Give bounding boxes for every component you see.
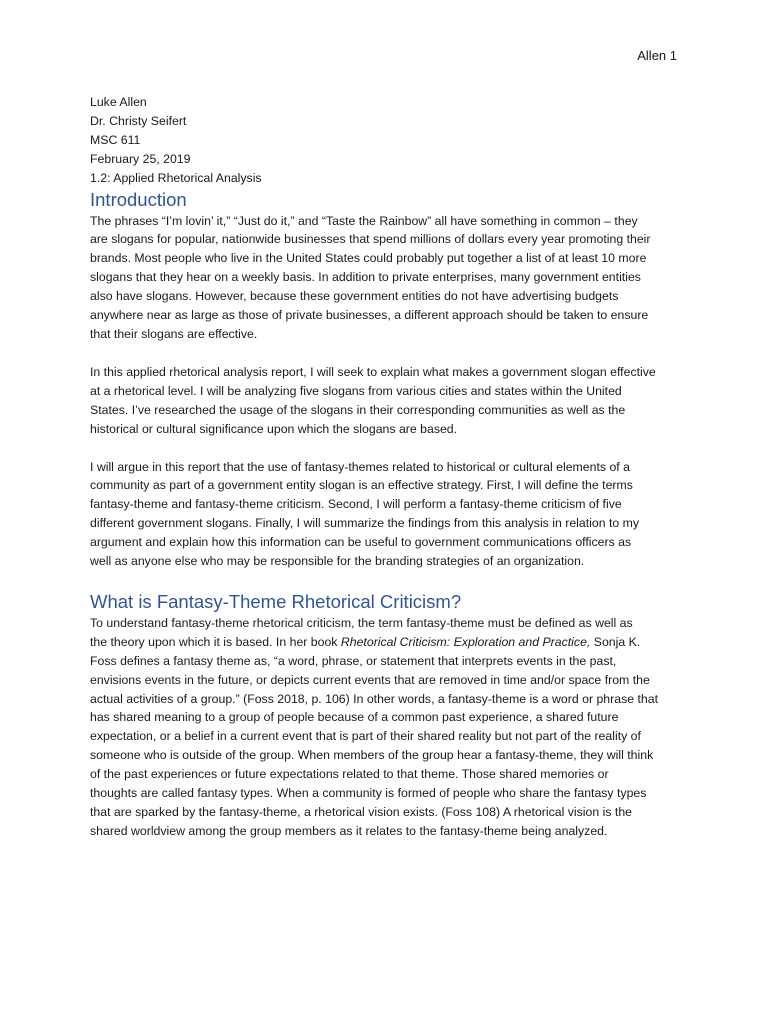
text-run: the theory upon which it is based. In her book (90, 634, 341, 649)
running-head: Allen 1 (637, 48, 677, 63)
paragraph-line: shared worldview among the group members as it relates to the fantasy-theme being analyzed. (90, 823, 608, 838)
assignment-title: 1.2: Applied Rhetorical Analysis (90, 170, 262, 185)
text-run: Sonja K. (590, 634, 641, 649)
paragraph-line: envisions events in the future, or depicts current events that are removed in time and/or space from the (90, 672, 650, 687)
section-heading-fantasy-theme: What is Fantasy-Theme Rhetorical Criticism? (90, 590, 462, 612)
paragraph-line: of the past experiences or future expectations related to that theme. Those shared memories or (90, 767, 609, 782)
mla-header (90, 93, 680, 188)
paragraph-line: are slogans for popular, nationwide businesses that spend millions of dollars every year promoting their (90, 232, 651, 247)
paragraph-line: The phrases “I’m lovin’ it,” “Just do it,” and “Taste the Rainbow” all have something in common – they (90, 213, 638, 228)
paragraph-line-with-citation (90, 633, 680, 652)
paragraph-line: thoughts are called fantasy types. When a community is formed of people who share the fantasy types (90, 786, 647, 801)
paragraph-line: fantasy-theme and fantasy-theme criticism. Second, I will perform a fantasy-theme criticism of five (90, 497, 622, 512)
intro-paragraph-1 (90, 212, 680, 344)
paragraph-line: anywhere near as large as those of private businesses, a different approach should be taken to ensure (90, 308, 649, 323)
intro-paragraph-3 (90, 458, 680, 571)
paragraph-line: In this applied rhetorical analysis report, I will seek to explain what makes a government slogan effective (90, 364, 656, 379)
document-date: February 25, 2019 (90, 151, 191, 166)
document-body (90, 93, 680, 860)
course-code: MSC 611 (90, 132, 141, 147)
paragraph-line: community as part of a government entity slogan is an effective strategy. First, I will define the terms (90, 478, 633, 493)
paragraph-line: slogans that they hear on a weekly basis. In addition to private enterprises, many government entities (90, 270, 641, 285)
paragraph-line: different government slogans. Finally, I will summarize the findings from this analysis in relation to my (90, 516, 640, 531)
instructor-name: Dr. Christy Seifert (90, 113, 187, 128)
paragraph-line: argument and explain how this information can be useful to government communications officers as (90, 535, 632, 550)
fantasy-paragraph-1 (90, 614, 680, 841)
paragraph-line: historical or cultural significance upon which the slogans are based. (90, 421, 458, 436)
paragraph-line: actual activities of a group.” (Foss 2018, p. 106) In other words, a fantasy-theme is a word or phrase that (90, 691, 658, 706)
paragraph-line: brands. Most people who live in the United States could probably put together a list of at least 10 more (90, 251, 647, 266)
paragraph-line: Foss defines a fantasy theme as, “a word, phrase, or statement that interprets events in the past, (90, 653, 617, 668)
section-heading-introduction: Introduction (90, 188, 187, 210)
paragraph-line: at a rhetorical level. I will be analyzing five slogans from various cities and states within the United (90, 383, 622, 398)
paragraph-line: has shared meaning to a group of people because of a common past experience, a shared future (90, 710, 619, 725)
intro-paragraph-2 (90, 363, 680, 439)
paragraph-line: also have slogans. However, because these government entities do not have advertising budgets (90, 289, 619, 304)
paragraph-line: To understand fantasy-theme rhetorical criticism, the term fantasy-theme must be defined as well as (90, 615, 633, 630)
author-name: Luke Allen (90, 95, 147, 109)
paragraph-line: expectation, or a belief in a current event that is part of their shared reality but not part of the reality of (90, 729, 641, 744)
paragraph-line: States. I’ve researched the usage of the slogans in their corresponding communities as well as the (90, 402, 626, 417)
paragraph-line: well as anyone else who may be responsible for the branding strategies of an organization. (90, 554, 585, 569)
paragraph-line: that are sparked by the fantasy-theme, a rhetorical vision exists. (Foss 108) A rhetorical vision is the (90, 805, 632, 819)
paragraph-line: someone who is outside of the group. When members of the group hear a fantasy-theme, they will think (90, 748, 654, 763)
book-title: Rhetorical Criticism: Exploration and Practice, (340, 634, 591, 649)
paragraph-line: I will argue in this report that the use of fantasy-themes related to historical or cultural elements of a (90, 459, 630, 474)
paragraph-line: that their slogans are effective. (90, 326, 258, 341)
